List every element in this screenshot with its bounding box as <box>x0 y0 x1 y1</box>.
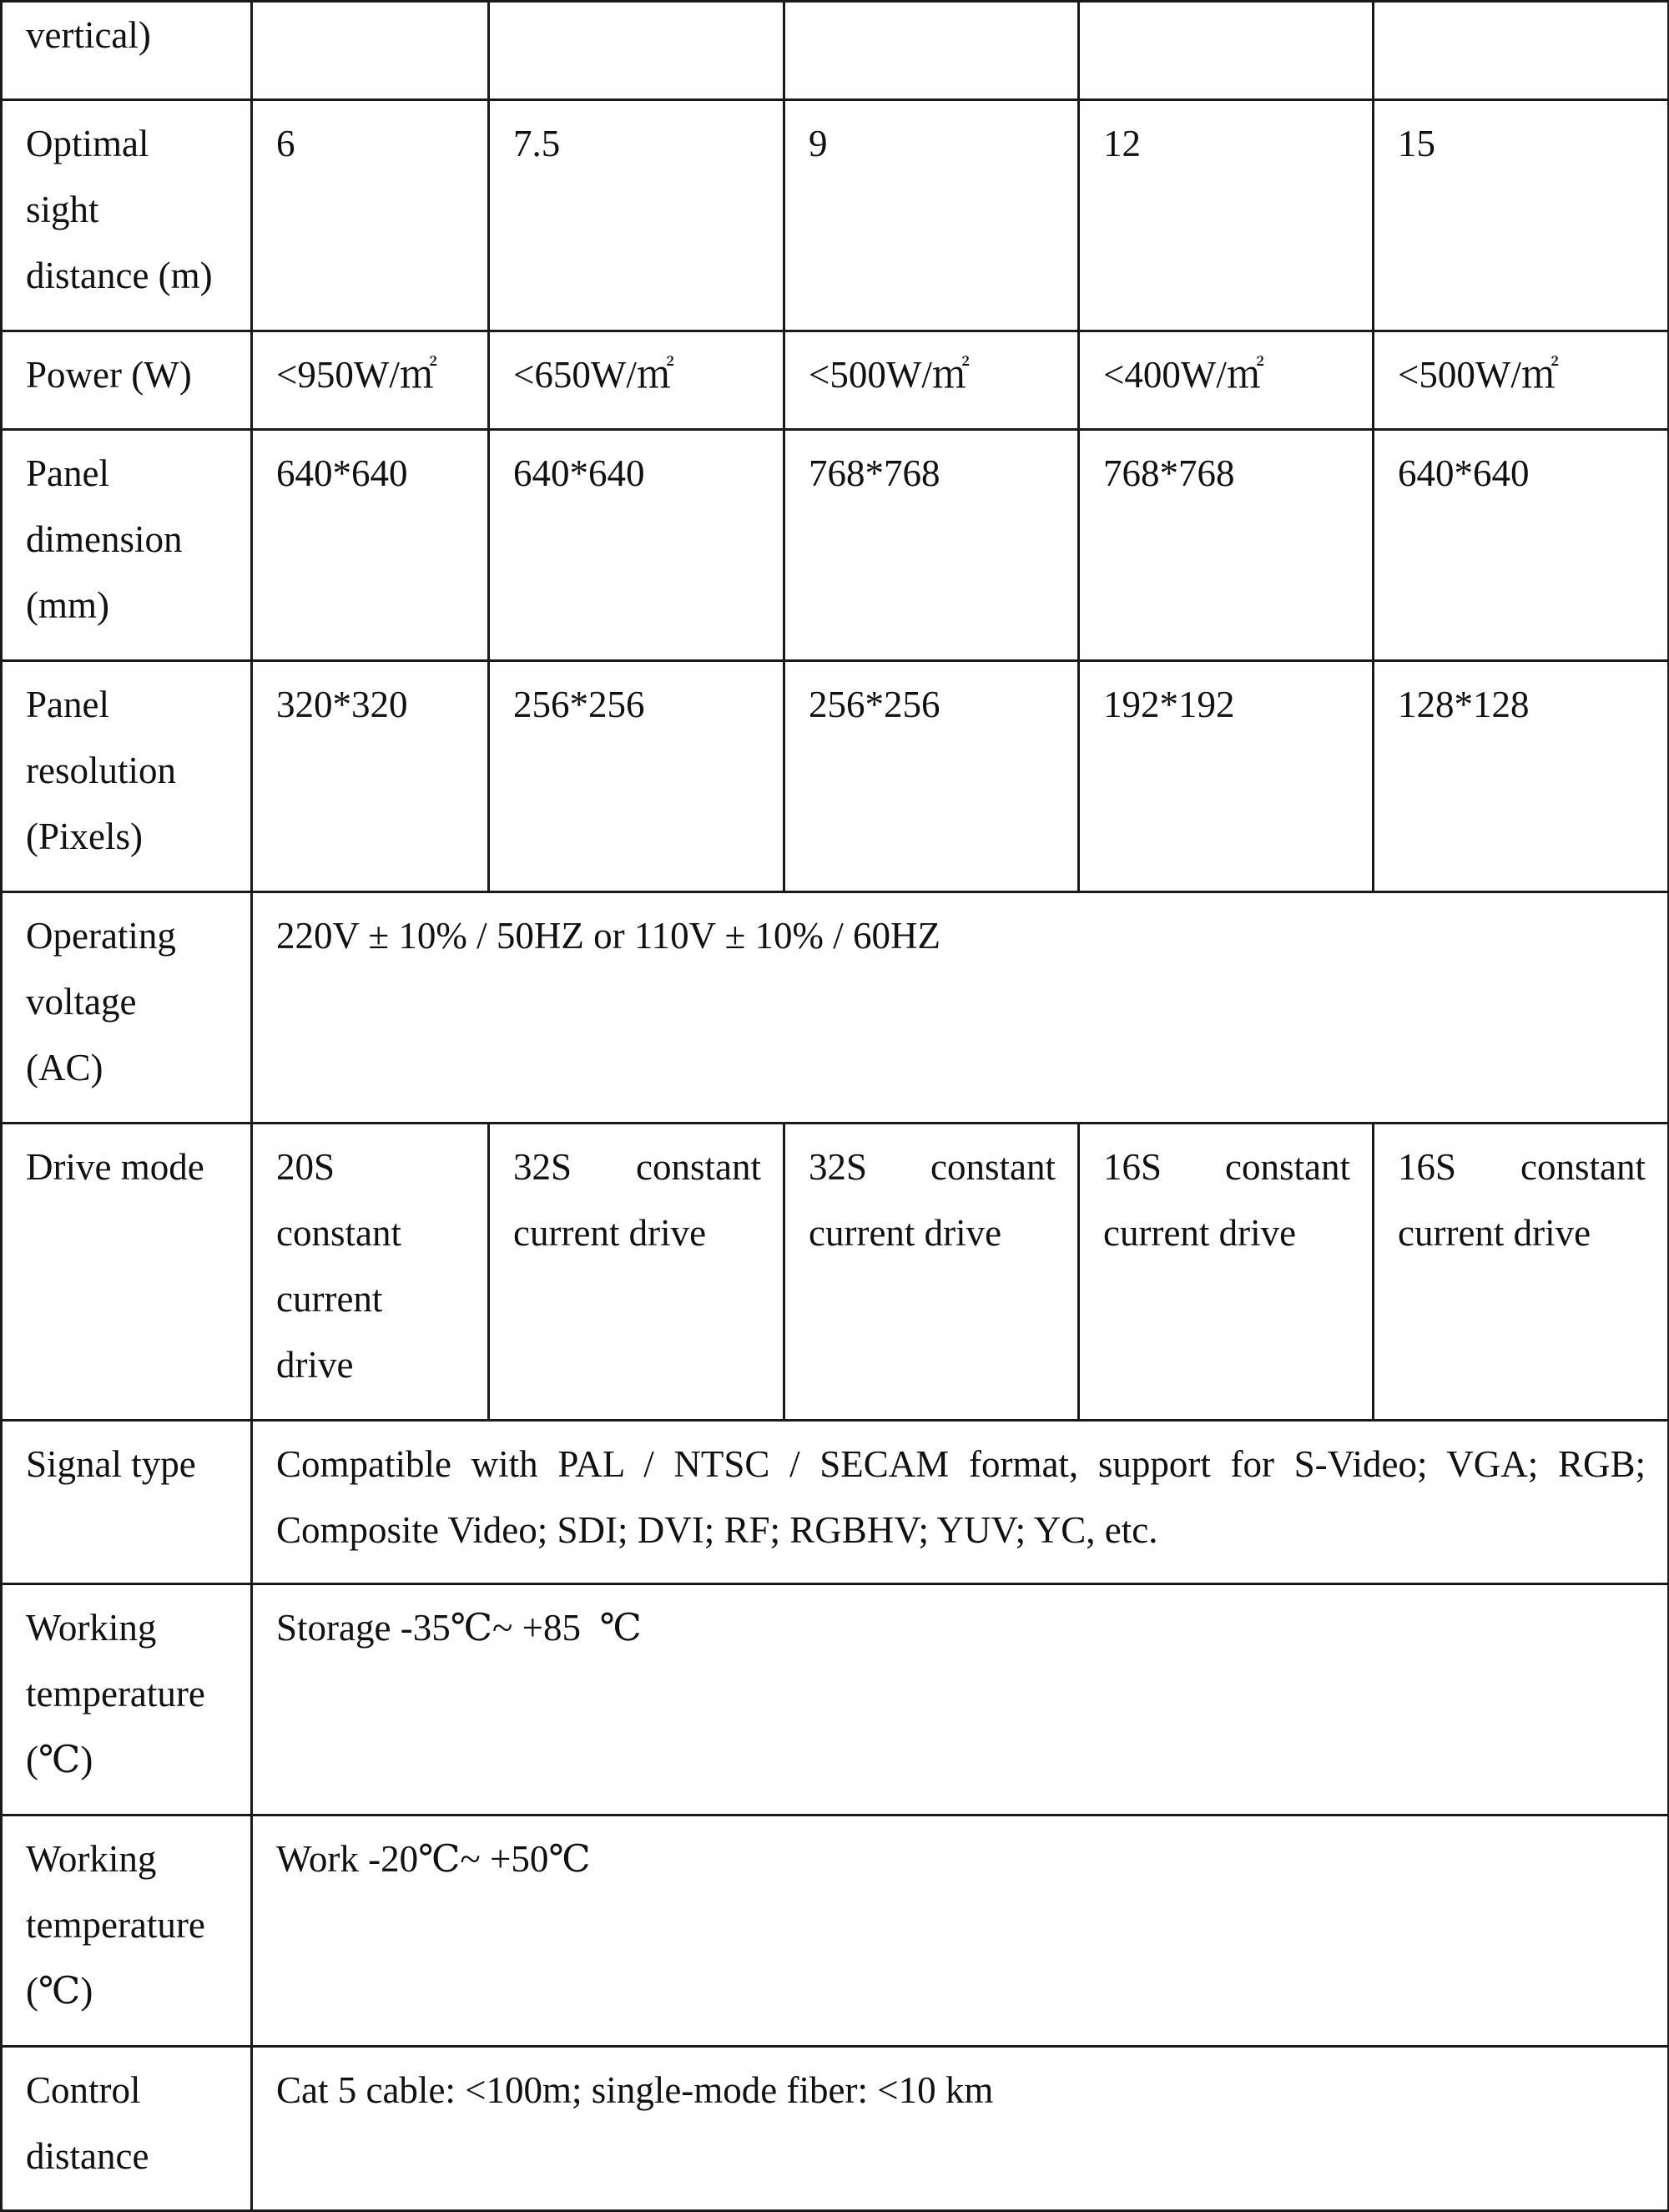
table-cell: 20S constant current drive <box>252 1124 489 1421</box>
table-row <box>2 892 1669 1124</box>
table-row <box>2 1124 1669 1421</box>
row-label: Optimal sight distance (m) <box>2 100 252 331</box>
table-cell: 9 <box>784 100 1079 331</box>
spanned-cell: Cat 5 cable: <100m; single-mode fiber: <10 km <box>252 2047 1669 2211</box>
table-cell: 768*768 <box>784 430 1079 661</box>
table-cell: 12 <box>1079 100 1374 331</box>
row-label: Working temperature (℃) <box>2 1584 252 1816</box>
table-row <box>2 100 1669 331</box>
table-cell: 320*320 <box>252 661 489 892</box>
row-label: Working temperature (℃) <box>2 1816 252 2047</box>
table-cell: 256*256 <box>489 661 784 892</box>
table-cell <box>252 2 489 100</box>
row-label: Operating voltage (AC) <box>2 892 252 1124</box>
spanned-cell: 220V ± 10% / 50HZ or 110V ± 10% / 60HZ <box>252 892 1669 1124</box>
table-cell: 16S constant current drive <box>1374 1124 1669 1421</box>
row-label: Drive mode <box>2 1124 252 1421</box>
row-label: Signal type <box>2 1421 252 1584</box>
table-cell: 640*640 <box>252 430 489 661</box>
row-label: Control distance <box>2 2047 252 2211</box>
table-cell <box>784 2 1079 100</box>
spanned-cell: Work -20℃~ +50℃ <box>252 1816 1669 2047</box>
row-label: vertical) <box>2 2 252 100</box>
spanned-cell: Storage -35℃~ +85 ℃ <box>252 1584 1669 1816</box>
table-cell: 6 <box>252 100 489 331</box>
table-cell <box>489 2 784 100</box>
table-cell <box>1079 2 1374 100</box>
table-cell: 16S constant current drive <box>1079 1124 1374 1421</box>
table-row <box>2 2 1669 100</box>
row-label: Power (W) <box>2 331 252 430</box>
table-cell: 768*768 <box>1079 430 1374 661</box>
table-cell <box>1374 2 1669 100</box>
table-row <box>2 430 1669 661</box>
table-cell: 32S constant current drive <box>489 1124 784 1421</box>
table-cell: <500W/㎡ <box>784 331 1079 430</box>
table-cell: <950W/㎡ <box>252 331 489 430</box>
table-cell: <650W/㎡ <box>489 331 784 430</box>
table-cell: 128*128 <box>1374 661 1669 892</box>
table-row <box>2 661 1669 892</box>
table-cell: 256*256 <box>784 661 1079 892</box>
table-row <box>2 331 1669 430</box>
table-row <box>2 1421 1669 1584</box>
table-cell: 32S constant current drive <box>784 1124 1079 1421</box>
table-row <box>2 1584 1669 1816</box>
table-cell: 640*640 <box>489 430 784 661</box>
table-row <box>2 1816 1669 2047</box>
table-cell: 192*192 <box>1079 661 1374 892</box>
spanned-cell: Compatible with PAL / NTSC / SECAM format, support for S-Video; VGA; RGB; Composite Video; SDI; DVI; RF; RGBHV; YUV; YC, etc. <box>252 1421 1669 1584</box>
table-cell: 640*640 <box>1374 430 1669 661</box>
row-label: Panel dimension (mm) <box>2 430 252 661</box>
row-label: Panel resolution (Pixels) <box>2 661 252 892</box>
table-cell: 7.5 <box>489 100 784 331</box>
table-cell: <500W/㎡ <box>1374 331 1669 430</box>
table-row <box>2 2047 1669 2211</box>
table-cell: <400W/㎡ <box>1079 331 1374 430</box>
table-cell: 15 <box>1374 100 1669 331</box>
